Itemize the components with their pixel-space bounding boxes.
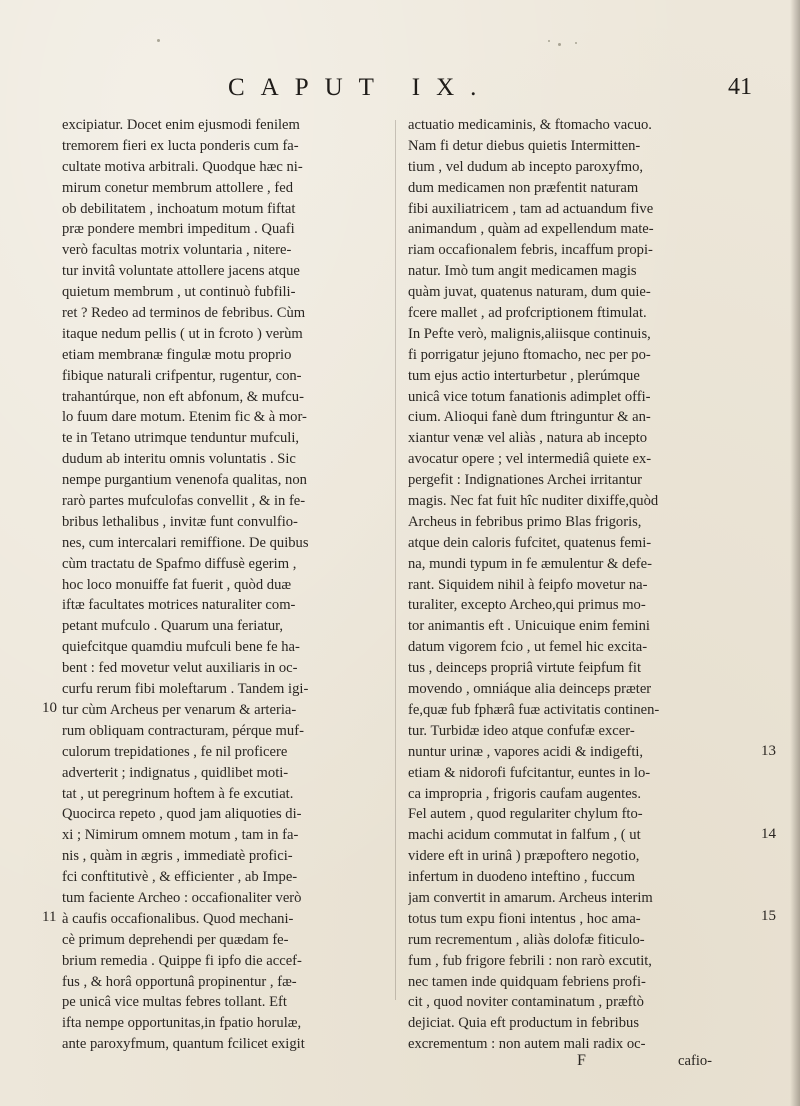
- page-number: 41: [728, 74, 752, 100]
- text-line: tum ejus actio interturbetur , plerúmque: [408, 367, 640, 384]
- text-line: cultate motiva arbitrali. Quodque hæc ni-: [62, 158, 303, 175]
- text-line: cùm tractatu de Spafmo diffusè egerim ,: [62, 555, 297, 572]
- text-line: tor animantis eft . Unicuique enim femini: [408, 618, 650, 635]
- text-line: cit , quod noviter contaminatum , præftò: [408, 994, 644, 1011]
- page-header: [0, 74, 800, 104]
- text-line: ob debilitatem , inchoatum motum fiftat: [62, 200, 296, 217]
- text-line: brium remedia . Quippe fi ipfo die accef-: [62, 952, 302, 969]
- running-head: CAPUT IX.: [228, 74, 493, 101]
- left-column: [62, 115, 417, 1055]
- text-line: hoc loco monuiffe fat fuerit , quòd duæ: [62, 576, 292, 593]
- text-line: rant. Siquidem nihil à feipfo movetur na-: [408, 576, 648, 593]
- text-line: fibi auxiliatricem , tam ad actuandum five: [408, 200, 654, 217]
- text-line: Quocirca repeto , quod jam aliquoties di-: [62, 806, 302, 823]
- text-line: dejiciat. Quia eft productum in febribus: [408, 1015, 639, 1032]
- text-line: tat , ut peregrinum hoftem à fe excutiat.: [62, 785, 294, 802]
- text-line: fi porrigatur jejuno ftomacho, nec per po-: [408, 346, 651, 363]
- text-line: trahantúrque, non eft abfonum, & mufcu-: [62, 388, 304, 405]
- text-line: movendo , omniáque alia deinceps præter: [408, 681, 652, 698]
- text-line: videre eft in urinâ ) præpoftero negotio,: [408, 848, 640, 865]
- text-line: rarò partes mufculofas convellit , & in fe-: [62, 493, 306, 510]
- margin-number: 11: [42, 909, 57, 925]
- text-line: fibique naturali crifpentur, rugentur, con-: [62, 367, 302, 384]
- text-line: rum obliquam contracturam, pérque muf-: [62, 722, 304, 739]
- text-line: excipiatur. Docet enim ejusmodi fenilem: [62, 117, 300, 133]
- text-line: cè primum deprehendi per quædam fe-: [62, 931, 289, 948]
- text-line: culorum trepidationes , fe nil proficere: [62, 743, 288, 760]
- text-line: infertum in duodeno inteftino , fuccum: [408, 869, 635, 886]
- text-line: dum medicamen non præfentit naturam: [408, 179, 639, 196]
- text-line: verò facultas motrix voluntaria , nitere-: [62, 242, 292, 259]
- text-line: ante paroxyfmum, quantum fcilicet exigit: [62, 1036, 305, 1053]
- ink-spot: [548, 40, 550, 42]
- text-line: xiantur venæ vel aliàs , natura ab incepto: [408, 430, 648, 447]
- text-line: unicâ vice totum fanationis adimplet offi-: [408, 388, 651, 405]
- text-line: magis. Nec fat fuit hîc nuditer dixiffe,quòd: [408, 493, 659, 510]
- text-line: atque dein caloris fufcitet, quatenus femi-: [408, 534, 652, 551]
- text-line: mirum conetur membrum attollere , fed: [62, 179, 293, 196]
- text-line: totus tum expu fioni intentus , hoc ama-: [408, 910, 641, 927]
- text-line: lo fuum dare motum. Etenim fic & à mor-: [62, 409, 307, 426]
- text-line: pe unicâ vice multas febres tollant. Eft: [62, 994, 287, 1011]
- text-line: fci conftitutivè , & efficienter , ab Impe-: [62, 869, 298, 886]
- text-line: riam occafionalem febris, incaffum propi-: [408, 242, 653, 259]
- text-line: præ pondere membri impeditum . Quafi: [62, 221, 295, 238]
- text-line: nec tamen inde quidquam febriens profi-: [408, 973, 646, 990]
- text-line: nes, cum intercalari remiffione. De quibus: [62, 534, 309, 551]
- ink-spot: [575, 42, 577, 44]
- text-line: nempe purgantium venenofa qualitas, non: [62, 472, 307, 489]
- margin-number: 14: [761, 826, 776, 842]
- text-line: natur. Imò tum angit medicamen magis: [408, 263, 637, 280]
- text-line: etiam & nidorofi fufcitantur, euntes in lo-: [408, 764, 651, 781]
- text-line: ret ? Redeo ad terminos de febribus. Cùm: [62, 305, 306, 322]
- text-line: In Pefte verò, malignis,aliisque continuis,: [408, 325, 651, 342]
- text-line: quiefcitque quamdiu mufculi bene fe ha-: [62, 639, 300, 656]
- text-line: datum vigorem fcio , ut femel hic excita-: [408, 639, 648, 656]
- text-line: cium. Alioqui fanè dum ftringuntur & an-: [408, 409, 651, 426]
- text-line: tur. Turbidæ ideo atque confufæ excer-: [408, 722, 635, 739]
- text-line: nis , quàm in ægris , immediatè profici-: [62, 848, 293, 865]
- text-line: iftæ facultates motrices naturaliter com-: [62, 597, 296, 614]
- text-line: tus , deinceps propriâ virtute feipfum fit: [408, 660, 642, 677]
- text-line: actuatio medicaminis, & ftomacho vacuo.: [408, 117, 652, 133]
- text-line: animandum , quàm ad expellendum mate-: [408, 221, 654, 238]
- text-line: fus , & horâ opportunâ propinentur , fæ-: [62, 973, 297, 990]
- margin-number: 13: [761, 743, 776, 759]
- text-line: avocatur opere ; vel intermediâ quiete ex-: [408, 451, 652, 468]
- text-line: fum , fub frigore febrili : non rarò excutit,: [408, 952, 652, 969]
- text-line: tur invitâ voluntate attollere jacens atque: [62, 263, 300, 280]
- text-line: Fel autem , quod regulariter chylum fto-: [408, 806, 643, 823]
- text-line: tremorem fieri ex lucta ponderis cum fa-: [62, 137, 299, 154]
- margin-number: 10: [42, 700, 57, 716]
- text-line: bribus lethalibus , invitæ funt convulfio-: [62, 513, 298, 530]
- text-line: excrementum : non autem mali radix oc-: [408, 1036, 646, 1053]
- right-column: [408, 115, 753, 1055]
- page-edge-shadow: [790, 0, 800, 1106]
- catchword: cafio-: [678, 1053, 713, 1069]
- text-line: Nam fi detur diebus quietis Intermitten-: [408, 137, 641, 154]
- text-line: fcere mallet , ad profcriptionem ftimulat.: [408, 305, 647, 322]
- text-line: pergefit : Indignationes Archei irritantur: [408, 472, 642, 489]
- text-line: fe,quæ fub fphærâ fuæ activitatis continen-: [408, 701, 660, 718]
- text-line: nuntur urinæ , vapores acidi & indigefti,: [408, 743, 644, 760]
- text-line: rum recrementum , aliàs dolofæ fiticulo-: [408, 931, 645, 948]
- text-line: machi acidum commutat in falfum , ( ut: [408, 827, 641, 844]
- text-line: quàm juvat, quatenus naturam, dum quie-: [408, 284, 651, 301]
- text-line: tur cùm Archeus per venarum & arteria-: [62, 701, 297, 718]
- text-line: ifta nempe opportunitas,in fpatio horulæ,: [62, 1015, 302, 1032]
- text-line: dudum ab interitu omnis voluntatis . Sic: [62, 451, 296, 468]
- ink-spot: [157, 39, 160, 42]
- margin-number: 15: [761, 908, 776, 924]
- text-line: quietum membrum , ut continuò fubfili-: [62, 284, 296, 301]
- ink-spot: [558, 43, 561, 46]
- text-line: Archeus in febribus primo Blas frigoris,: [408, 513, 642, 530]
- text-line: itaque nedum pellis ( ut in fcroto ) verùm: [62, 325, 303, 342]
- text-line: na, mundi typum in fe æmulentur & defe-: [408, 555, 652, 572]
- text-line: ca impropria , frigoris caufam augentes.: [408, 785, 642, 802]
- text-line: adverterit ; indignatus , quidlibet moti-: [62, 764, 289, 781]
- text-line: tum faciente Archeo : occafionaliter verò: [62, 889, 302, 906]
- text-line: tium , vel dudum ab incepto paroxyfmo,: [408, 158, 644, 175]
- text-line: curfu rerum fibi moleftarum . Tandem igi-: [62, 681, 309, 698]
- text-line: bent : fed movetur velut auxiliaris in oc-: [62, 660, 298, 677]
- text-line: petant mufculo . Quarum una feriatur,: [62, 618, 284, 635]
- text-line: turaliter, excepto Archeo,qui primus mo-: [408, 597, 646, 614]
- text-line: jam convertit in amarum. Archeus interim: [408, 889, 653, 906]
- text-line: à caufis occafionalibus. Quod mechani-: [62, 910, 294, 927]
- text-line: xi ; Nimirum omnem motum , tam in fa-: [62, 827, 299, 844]
- text-line: te in Tetano utrimque tenduntur mufculi,: [62, 430, 300, 447]
- signature-mark: F: [577, 1052, 586, 1069]
- text-line: etiam membranæ fingulæ motu proprio: [62, 346, 292, 363]
